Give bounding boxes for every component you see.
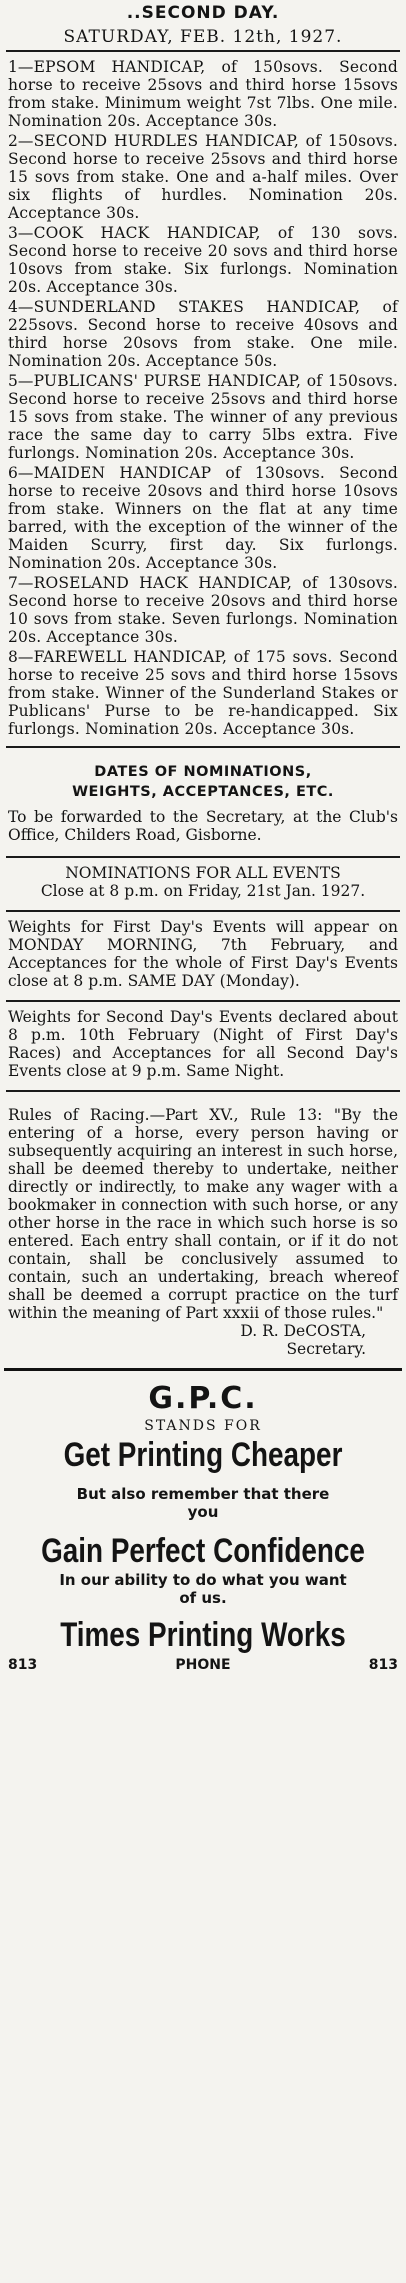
race-text: —MAIDEN HANDICAP of 130sovs. Second horse to receive 20sovs and third horse 10sovs from stake. Winners on the flat at any time barred, with the exception of the winner of the Maiden Scurry, first day. Six furlongs. Nomination 20s. Acceptance 30s. (8, 464, 398, 572)
rules-of-racing: Rules of Racing.—Part XV., Rule 13: "By the entering of a horse, every person having or subsequently acquiring an interest in such horse, shall be deemed thereby to undertake, neither directly or indirectly, to make any wager with a bookmaker in connection with such horse, or any other horse in the race in which such horse is so entered. Each entry shall contain, or if it do not contain, shall be conclusively assumed to contain, such an undertaking, breach whereof shall be deemed a corrupt practice on the turf within the meaning of Part xxxii of those rules." (8, 1106, 398, 1322)
ad-stands-for: STANDS FOR (144, 1418, 262, 1434)
race-item (8, 298, 398, 370)
second-day-weights: Weights for Second Day's Events declared about 8 p.m. 10th February (Night of First Day's Races) and Acceptances for all Second Day's Events close at 9 p.m. Same Night. (8, 1008, 398, 1080)
race-number: 8 (8, 648, 18, 666)
race-text: —FAREWELL HANDICAP, of 175 sovs. Second horse to receive 25 sovs and third horse 15sovs from stake. Winner of the Sunderland Stakes or Publicans' Purse to be re-handicapped. Six furlongs. Nomination 20s. Acceptance 30s. (8, 648, 398, 738)
race-text: —SECOND HURDLES HANDICAP, of 150sovs. Second horse to receive 25sovs and third horse 15 sovs from stake. One and a-half miles. Over six flights of hurdles. Nomination 20s. Acceptance 30s. (8, 132, 398, 222)
race-list (0, 52, 406, 738)
nominations-close: Close at 8 p.m. on Friday, 21st Jan. 1927. (40, 882, 366, 900)
ad-phone-row (0, 1655, 406, 1675)
race-number: 1 (8, 58, 18, 76)
race-text: —COOK HACK HANDICAP, of 130 sovs. Second horse to receive 20 sovs and third horse 10sovs from stake. Six furlongs. Nomination 20s. Acceptance 30s. (8, 224, 398, 296)
dates-heading-line: WEIGHTS, ACCEPTANCES, ETC. (72, 784, 334, 800)
race-item (8, 132, 398, 222)
race-number: 2 (8, 132, 18, 150)
ad-phone-number-left: 813 (8, 1657, 38, 1673)
race-item (8, 58, 398, 130)
race-number: 5 (8, 372, 18, 390)
ad-times-printing-works: Times Printing Works (60, 1616, 346, 1654)
race-number: 7 (8, 574, 18, 592)
section-heading: ..SECOND DAY. (126, 3, 280, 23)
signature (0, 1322, 406, 1358)
race-item (8, 464, 398, 572)
race-text: —PUBLICANS' PURSE HANDICAP, of 150sovs. Second horse to receive 25sovs and third horse 15 sovs from stake. The winner of any previous race the same day to carry 5lbs extra. Five furlongs. Nomination 20s. Acceptance 30s. (8, 372, 398, 462)
divider (6, 746, 400, 748)
dates-heading-line: DATES OF NOMINATIONS, (94, 764, 312, 780)
race-number: 6 (8, 464, 18, 482)
signature-title: Secretary. (286, 1340, 366, 1358)
race-item (8, 372, 398, 462)
nominations-title: NOMINATIONS FOR ALL EVENTS (65, 864, 341, 882)
signature-name: D. R. DeCOSTA, (240, 1322, 366, 1340)
forward-instructions: To be forwarded to the Secretary, at the Club's Office, Childers Road, Gisborne. (8, 808, 398, 844)
section-date: SATURDAY, FEB. 12th, 1927. (63, 27, 343, 47)
ad-get-printing: Get Printing Cheaper (63, 1436, 343, 1474)
race-item (8, 224, 398, 296)
race-number: 4 (8, 298, 18, 316)
race-number: 3 (8, 224, 18, 242)
advertisement-divider (4, 1368, 402, 1371)
ad-gpc: G.P.C. (148, 1381, 258, 1416)
race-text: —EPSOM HANDICAP, of 150sovs. Second horse to receive 25sovs and third horse 15sovs from stake. Minimum weight 7st 7lbs. One mile. Nomination 20s. Acceptance 30s. (8, 58, 398, 130)
printing-advertisement (0, 1381, 406, 1675)
race-item (8, 648, 398, 738)
first-day-weights: Weights for First Day's Events will appear on MONDAY MORNING, 7th February, and Acceptances for the whole of First Day's Events close at 8 p.m. SAME DAY (Monday). (8, 918, 398, 990)
ad-remember: But also remember that there you (76, 1485, 330, 1521)
ad-phone-label: PHONE (175, 1657, 231, 1673)
race-item (8, 574, 398, 646)
dates-heading (0, 762, 406, 802)
ad-confidence: Gain Perfect Confidence (41, 1532, 365, 1570)
ad-ability: In our ability to do what you want of us. (59, 1571, 347, 1607)
ad-phone-number-right: 813 (368, 1657, 398, 1673)
race-text: —SUNDERLAND STAKES HANDICAP, of 225sovs. Second horse to receive 40sovs and third horse 20sovs from stake. One mile. Nomination 20s. Acceptance 50s. (8, 298, 398, 370)
race-text: —ROSELAND HACK HANDICAP, of 130sovs. Second horse to receive 20sovs and third horse 10 sovs from stake. Seven furlongs. Nomination 20s. Acceptance 30s. (8, 574, 398, 646)
